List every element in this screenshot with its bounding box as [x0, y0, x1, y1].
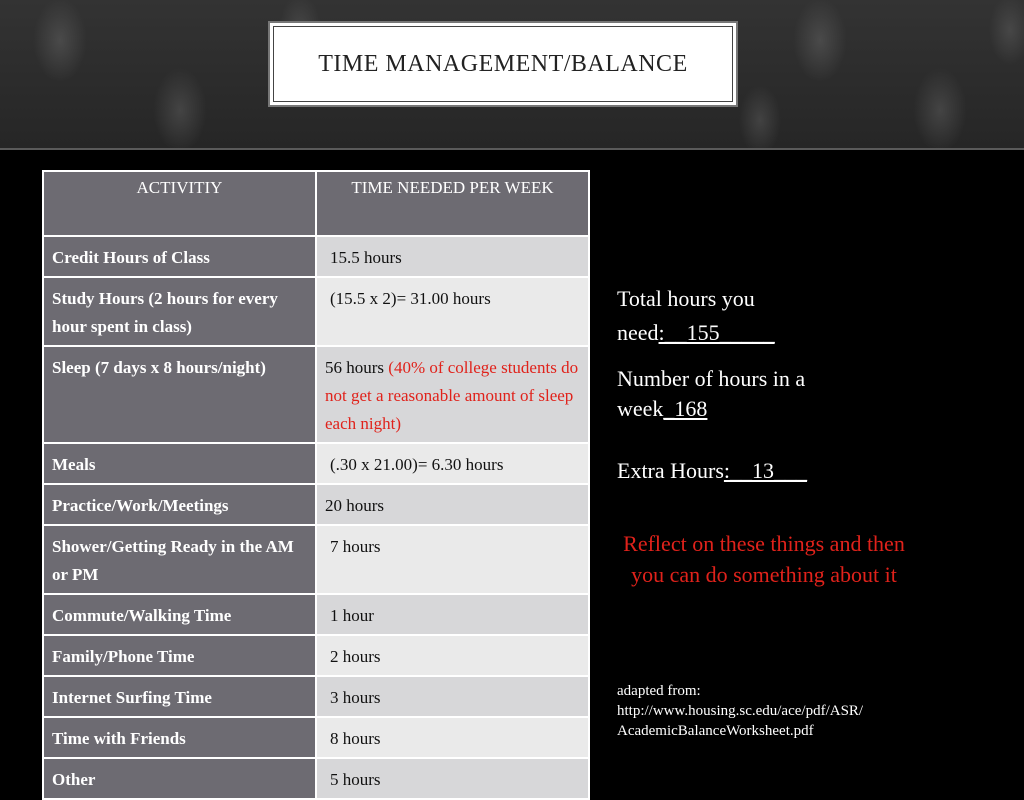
week-line2: [617, 394, 805, 424]
time-value: 8 hours: [330, 729, 381, 748]
sleep-note: (40% of college students do not get a reasonable amount of sleep each night): [325, 358, 579, 433]
title-box: [268, 21, 738, 107]
table-row: [43, 758, 589, 799]
table-row: [43, 635, 589, 676]
time-value: 15.5 hours: [330, 248, 402, 267]
week-value: _168: [663, 396, 708, 421]
time-value: 7 hours: [330, 537, 381, 556]
time-cell: [316, 635, 589, 676]
header-activity: ACTIVITIY: [43, 171, 316, 236]
activity-cell: Time with Friends: [43, 717, 316, 758]
time-cell: [316, 277, 589, 346]
activity-table: [42, 170, 590, 800]
total-label-line2: need: [617, 320, 659, 345]
table-row: [43, 236, 589, 277]
table-row: [43, 346, 589, 443]
table-row: [43, 277, 589, 346]
extra-label: Extra Hours: [617, 458, 724, 483]
activity-cell: Commute/Walking Time: [43, 594, 316, 635]
reflect-message: Reflect on these things and then you can do something about it: [623, 531, 905, 587]
slide-title: TIME MANAGEMENT/BALANCE: [318, 50, 688, 77]
time-cell: [316, 717, 589, 758]
hours-in-week: [617, 364, 805, 424]
time-value: (.30 x 21.00)= 6.30 hours: [330, 455, 504, 474]
table-row: [43, 676, 589, 717]
header-band: [0, 0, 1024, 150]
table-header-row: [43, 171, 589, 236]
table-row: [43, 484, 589, 525]
extra-value: :__13___: [723, 458, 808, 483]
extra-hours: [617, 456, 807, 486]
time-cell: [316, 236, 589, 277]
table-row: [43, 594, 589, 635]
time-cell: [316, 676, 589, 717]
week-label-line1: Number of hours in a: [617, 366, 806, 391]
source-line2: http://www.housing.sc.edu/ace/pdf/ASR/: [617, 703, 864, 719]
time-value: 1 hour: [330, 606, 374, 625]
activity-cell: Shower/Getting Ready in the AM or PM: [43, 525, 316, 594]
activity-cell: Study Hours (2 hours for every hour spent in class): [43, 277, 316, 346]
time-cell: [316, 594, 589, 635]
table-row: [43, 525, 589, 594]
time-value: 5 hours: [330, 770, 381, 789]
time-cell: [316, 758, 589, 799]
time-value: 3 hours: [330, 688, 381, 707]
activity-cell: Family/Phone Time: [43, 635, 316, 676]
activity-cell: Credit Hours of Class: [43, 236, 316, 277]
time-cell: [316, 484, 589, 525]
header-time: TIME NEEDED PER WEEK: [316, 171, 589, 236]
activity-cell: Other: [43, 758, 316, 799]
activity-cell: Internet Surfing Time: [43, 676, 316, 717]
activity-cell: Practice/Work/Meetings: [43, 484, 316, 525]
total-value: :__155_____: [658, 320, 775, 345]
time-value: 20 hours: [325, 496, 385, 515]
total-label-line1: Total hours you: [617, 286, 755, 311]
time-value: (15.5 x 2)= 31.00 hours: [330, 289, 491, 308]
time-cell: [316, 346, 589, 443]
table-row: [43, 443, 589, 484]
table-row: [43, 717, 589, 758]
time-cell: [316, 443, 589, 484]
time-cell: [316, 525, 589, 594]
week-label-line2: week: [617, 396, 664, 421]
time-value: 2 hours: [330, 647, 381, 666]
source-line3: AcademicBalanceWorksheet.pdf: [617, 723, 814, 739]
source-citation: [617, 681, 917, 741]
activity-cell: Sleep (7 days x 8 hours/night): [43, 346, 316, 443]
source-line1: adapted from:: [617, 683, 701, 699]
total-hours-needed: [617, 282, 775, 350]
time-value: 56 hours: [325, 358, 389, 377]
total-line2: [617, 316, 775, 350]
activity-cell: Meals: [43, 443, 316, 484]
